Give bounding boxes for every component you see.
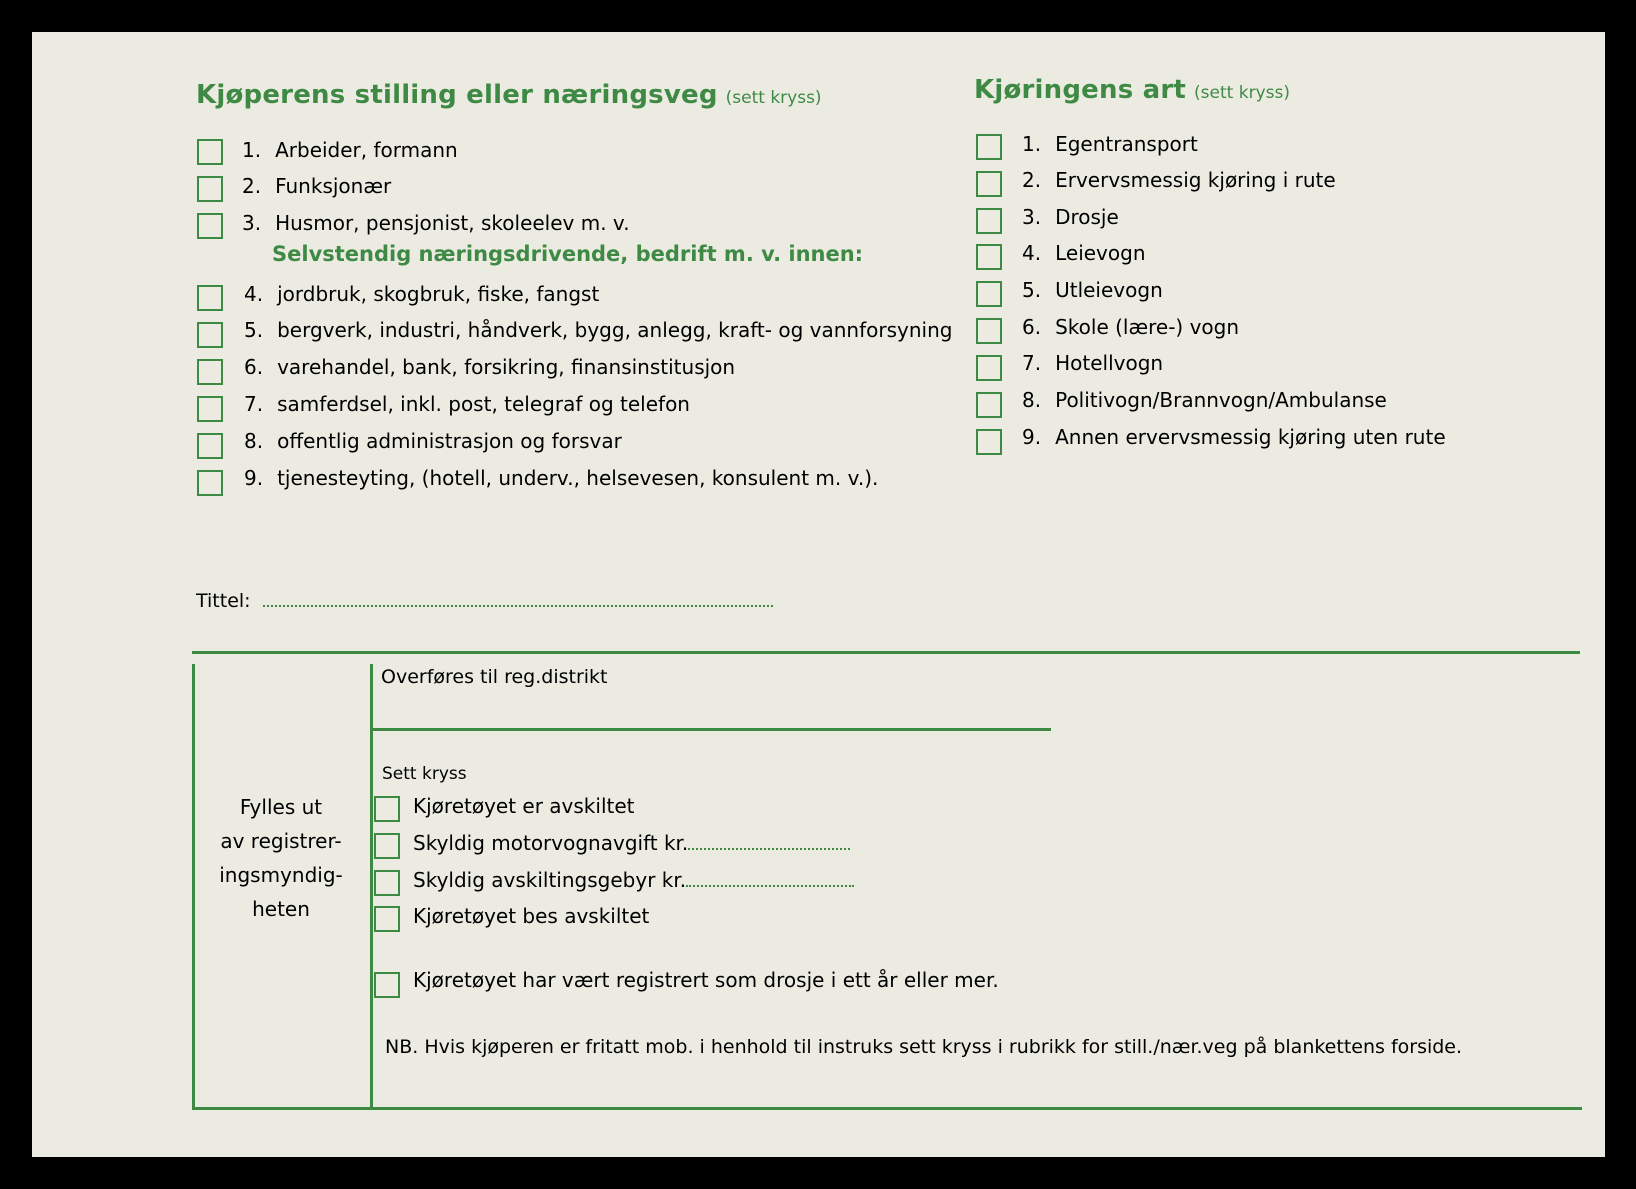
driving-label: Skole (lære-) vogn	[1055, 315, 1240, 339]
occupation-checkbox-9[interactable]	[197, 470, 223, 496]
occupation-label: Arbeider, formann	[275, 138, 458, 162]
occupation-num: 1.	[242, 138, 262, 162]
occupation-item-6	[244, 355, 735, 379]
driving-num: 6.	[1022, 315, 1042, 339]
occupation-num: 8.	[244, 429, 264, 453]
buyer-occupation-heading	[196, 80, 822, 110]
title-input-line[interactable]	[263, 605, 773, 607]
driving-item-6	[1022, 315, 1239, 339]
driving-checkbox-2[interactable]	[976, 171, 1002, 197]
driving-num: 4.	[1022, 241, 1042, 265]
occupation-num: 4.	[244, 282, 264, 306]
occupation-item-7	[244, 392, 690, 416]
driving-num: 3.	[1022, 205, 1042, 229]
driving-item-4	[1022, 241, 1146, 265]
driving-label: Egentransport	[1055, 132, 1198, 156]
driving-type-hint: (sett kryss)	[1194, 83, 1290, 103]
registration-box-top-border	[192, 651, 1580, 654]
occupation-num: 9.	[244, 466, 264, 490]
driving-checkbox-4[interactable]	[976, 244, 1002, 270]
check-deregistered-box[interactable]	[374, 796, 400, 822]
driving-item-5	[1022, 278, 1163, 302]
driving-checkbox-6[interactable]	[976, 318, 1002, 344]
occupation-label: tjenesteyting, (hotell, underv., helsevesen, konsulent m. v.).	[277, 466, 879, 490]
check-deregistered-label: Kjøretøyet er avskiltet	[413, 794, 635, 818]
occupation-item-8	[244, 429, 622, 453]
driving-item-9	[1022, 425, 1446, 449]
driving-label: Drosje	[1055, 205, 1119, 229]
driving-num: 5.	[1022, 278, 1042, 302]
driving-num: 2.	[1022, 168, 1042, 192]
driving-checkbox-7[interactable]	[976, 355, 1002, 381]
occupation-item-9	[244, 466, 878, 490]
driving-checkbox-9[interactable]	[976, 429, 1002, 455]
driving-label: Utleievogn	[1055, 278, 1163, 302]
occupation-label: varehandel, bank, forsikring, finansinstitusjon	[277, 355, 736, 379]
check-request-deregister-box[interactable]	[374, 906, 400, 932]
occupation-label: Funksjonær	[275, 174, 392, 198]
occupation-checkbox-1[interactable]	[197, 139, 223, 165]
title-label: Tittel:	[196, 590, 251, 612]
occupation-item-4	[244, 282, 599, 306]
driving-label: Annen ervervsmessig kjøring uten rute	[1055, 425, 1446, 449]
occupation-item-3	[242, 211, 630, 235]
occupation-num: 3.	[242, 211, 262, 235]
driving-item-7	[1022, 351, 1163, 375]
driving-label: Politivogn/Brannvogn/Ambulanse	[1055, 388, 1387, 412]
transfer-district-label: Overføres til reg.distrikt	[381, 666, 608, 688]
occupation-checkbox-7[interactable]	[197, 396, 223, 422]
check-vehicle-tax	[413, 831, 850, 855]
check-vehicle-tax-box[interactable]	[374, 833, 400, 859]
driving-item-1	[1022, 132, 1198, 156]
occupation-item-1	[242, 138, 458, 162]
occupation-label: jordbruk, skogbruk, fiske, fangst	[277, 282, 600, 306]
driving-label: Ervervsmessig kjøring i rute	[1055, 168, 1336, 192]
occupation-checkbox-3[interactable]	[197, 213, 223, 239]
occupation-item-2	[242, 174, 391, 198]
registration-box-bottom-border	[194, 1107, 1582, 1110]
occupation-checkbox-5[interactable]	[197, 322, 223, 348]
note-line: heten	[252, 897, 310, 921]
check-request-deregister-label: Kjøretøyet bes avskiltet	[413, 904, 650, 928]
occupation-item-5	[244, 318, 952, 342]
occupation-num: 2.	[242, 174, 262, 198]
note-line: ingsmyndig-	[219, 863, 343, 887]
occupation-num: 5.	[244, 318, 264, 342]
occupation-label: bergverk, industri, håndverk, bygg, anlegg, kraft- og vannforsyning	[277, 318, 953, 342]
sett-kryss-label: Sett kryss	[382, 764, 467, 784]
occupation-checkbox-4[interactable]	[197, 285, 223, 311]
check-vehicle-tax-label: Skyldig motorvognavgift kr.	[413, 831, 689, 855]
driving-checkbox-8[interactable]	[976, 392, 1002, 418]
exemption-note: NB. Hvis kjøperen er fritatt mob. i henhold til instruks sett kryss i rubrikk for still./nær.veg på blankettens forside.	[385, 1036, 1463, 1058]
driving-checkbox-1[interactable]	[976, 134, 1002, 160]
occupation-label: Husmor, pensjonist, skoleelev m. v.	[275, 211, 630, 235]
occupation-checkbox-2[interactable]	[197, 176, 223, 202]
driving-item-8	[1022, 388, 1387, 412]
driving-checkbox-5[interactable]	[976, 281, 1002, 307]
buyer-occupation-hint: (sett kryss)	[725, 88, 822, 108]
occupation-checkbox-8[interactable]	[197, 433, 223, 459]
driving-type-heading	[974, 75, 1290, 105]
occupation-num: 7.	[244, 392, 264, 416]
occupation-label: offentlig administrasjon og forsvar	[277, 429, 622, 453]
check-taxi-year-box[interactable]	[374, 972, 400, 998]
driving-num: 8.	[1022, 388, 1042, 412]
vehicle-tax-amount-line[interactable]	[688, 848, 850, 850]
form-sheet	[32, 32, 1605, 1157]
note-line: av registrer-	[220, 829, 342, 853]
driving-type-title: Kjøringens art	[974, 75, 1187, 105]
driving-item-3	[1022, 205, 1119, 229]
transfer-district-line	[373, 728, 1051, 731]
buyer-occupation-title: Kjøperens stilling eller næringsveg	[196, 80, 718, 110]
occupation-checkbox-6[interactable]	[197, 359, 223, 385]
driving-label: Leievogn	[1055, 241, 1146, 265]
check-taxi-year-label: Kjøretøyet har vært registrert som drosje i ett år eller mer.	[413, 968, 999, 992]
driving-label: Hotellvogn	[1055, 351, 1164, 375]
check-plate-fee-box[interactable]	[374, 870, 400, 896]
registration-box-left-border	[192, 664, 195, 1110]
driving-num: 7.	[1022, 351, 1042, 375]
self-employed-subheading: Selvstendig næringsdrivende, bedrift m. v. innen:	[272, 242, 864, 266]
registration-authority-note	[202, 790, 360, 926]
check-plate-fee	[413, 868, 854, 892]
occupation-num: 6.	[244, 355, 264, 379]
plate-fee-amount-line[interactable]	[686, 885, 854, 887]
note-line: Fylles ut	[239, 795, 323, 819]
driving-checkbox-3[interactable]	[976, 208, 1002, 234]
driving-item-2	[1022, 168, 1336, 192]
title-field	[196, 590, 773, 612]
occupation-label: samferdsel, inkl. post, telegraf og telefon	[277, 392, 690, 416]
driving-num: 1.	[1022, 132, 1042, 156]
driving-num: 9.	[1022, 425, 1042, 449]
check-plate-fee-label: Skyldig avskiltingsgebyr kr.	[413, 868, 687, 892]
